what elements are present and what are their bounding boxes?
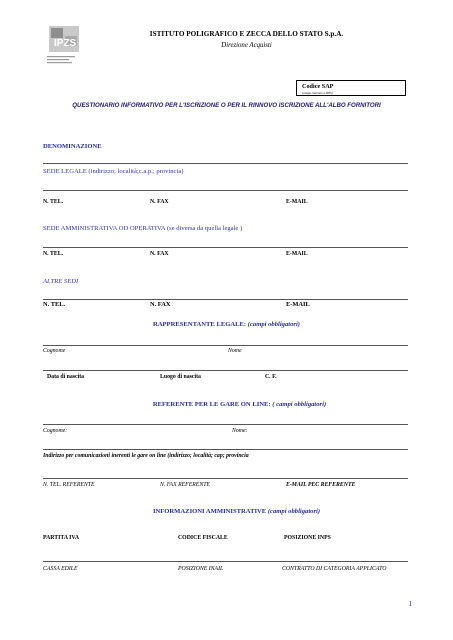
sede-legale-label: SEDE LEGALE (indirizzo; località;c.a.p.; provincia)	[43, 168, 184, 175]
department-subtitle: Direzione Acquisti	[221, 42, 272, 49]
altre-sedi-label: ALTRE SEDI	[43, 278, 79, 285]
denominazione-label: DENOMINAZIONE	[43, 143, 102, 150]
altre-sedi-line[interactable]	[43, 299, 408, 300]
email-label-2: E-MAIL	[286, 251, 308, 257]
sede-legale-line[interactable]	[43, 190, 408, 191]
posizione-inail-label: POSIZIONE INAIL	[178, 566, 224, 572]
sede-amministrativa-label: SEDE AMMINISTRATIVA OD OPERATIVA (se diversa da quella legale )	[43, 225, 243, 232]
sede-amministrativa-line[interactable]	[43, 247, 408, 248]
sap-code-box[interactable]	[296, 80, 406, 96]
posizione-inps-label: POSIZIONE INPS	[284, 535, 331, 541]
referente-title	[0, 401, 453, 408]
denominazione-line[interactable]	[43, 163, 408, 164]
nome-line[interactable]	[43, 370, 408, 371]
contratto-label: CONTRATTO DI CATEGORIA APPLICATO	[282, 566, 387, 572]
page-number: 1	[408, 600, 412, 608]
sap-code-label: Codice SAP	[302, 83, 334, 90]
fax-label-2: N. FAX	[150, 251, 169, 257]
sap-code-note: (campo riservato a IPZS)	[302, 91, 333, 95]
tel-label-2: N. TEL.	[43, 251, 64, 257]
fax-label-3: N. FAX	[150, 301, 171, 308]
codice-fiscale-label: CODICE FISCALE	[178, 535, 228, 541]
svg-text:IPZS: IPZS	[54, 38, 77, 49]
indirizzo-comunicazioni-line[interactable]	[43, 478, 408, 479]
informazioni-note: (campi obbligatori)	[267, 508, 321, 515]
nome-ref-line[interactable]	[43, 449, 408, 450]
informazioni-title-text: INFORMAZIONI AMMINISTRATIVE	[152, 508, 267, 515]
rappresentante-title	[0, 321, 453, 328]
email-pec-ref-label: E-MAIL PEC REFERENTE	[286, 482, 356, 488]
fax-label-1: N. FAX	[150, 199, 169, 205]
partita-iva-line[interactable]	[43, 561, 408, 562]
nome-label: Nome	[228, 348, 242, 354]
tel-label-1: N. TEL.	[43, 199, 64, 205]
referente-line[interactable]	[43, 424, 408, 425]
email-label-1: E-MAIL	[286, 199, 308, 205]
luogo-nascita-label: Luogo di nascita	[160, 374, 201, 380]
tel-label-3: N. TEL.	[43, 301, 66, 308]
informazioni-title	[0, 508, 453, 515]
company-title: ISTITUTO POLIGRAFICO E ZECCA DELLO STATO S.p.A.	[149, 30, 344, 38]
cognome-ref-label: Cognome:	[43, 428, 68, 434]
email-label-3: E-MAIL	[286, 301, 310, 308]
cognome-label: Cognome	[43, 348, 66, 354]
fax-ref-label: N. FAX REFERENTE	[160, 482, 210, 488]
tel-ref-label: N. TEL. REFERENTE	[43, 482, 95, 488]
indirizzo-comunicazioni-label: Indirizzo per comunicazioni inerenti le gare on line (indirizzo; località; cap; provincia	[43, 453, 249, 459]
nome-ref-label: Nome:	[232, 428, 248, 434]
form-title: QUESTIONARIO INFORMATIVO PER L'ISCRIZIONE O PER IL RINNOVO ISCRIZIONE ALL'ALBO FORNITORI	[72, 102, 381, 109]
rappresentante-line[interactable]	[43, 345, 408, 346]
rappresentante-note: (campi obbligatori)	[247, 321, 300, 328]
referente-note: ( campi obbligatori)	[272, 401, 327, 408]
data-nascita-label: Data di nascita	[47, 374, 85, 380]
rappresentante-title-text: RAPPRESENTANTE LEGALE:	[153, 321, 247, 328]
referente-title-text: REFERENTE PER LE GARE ON LINE:	[152, 401, 271, 408]
cf-label: C. F.	[265, 374, 277, 380]
partita-iva-label: PARTITA IVA	[43, 535, 80, 541]
cassa-edile-label: CASSA EDILE	[43, 566, 78, 572]
